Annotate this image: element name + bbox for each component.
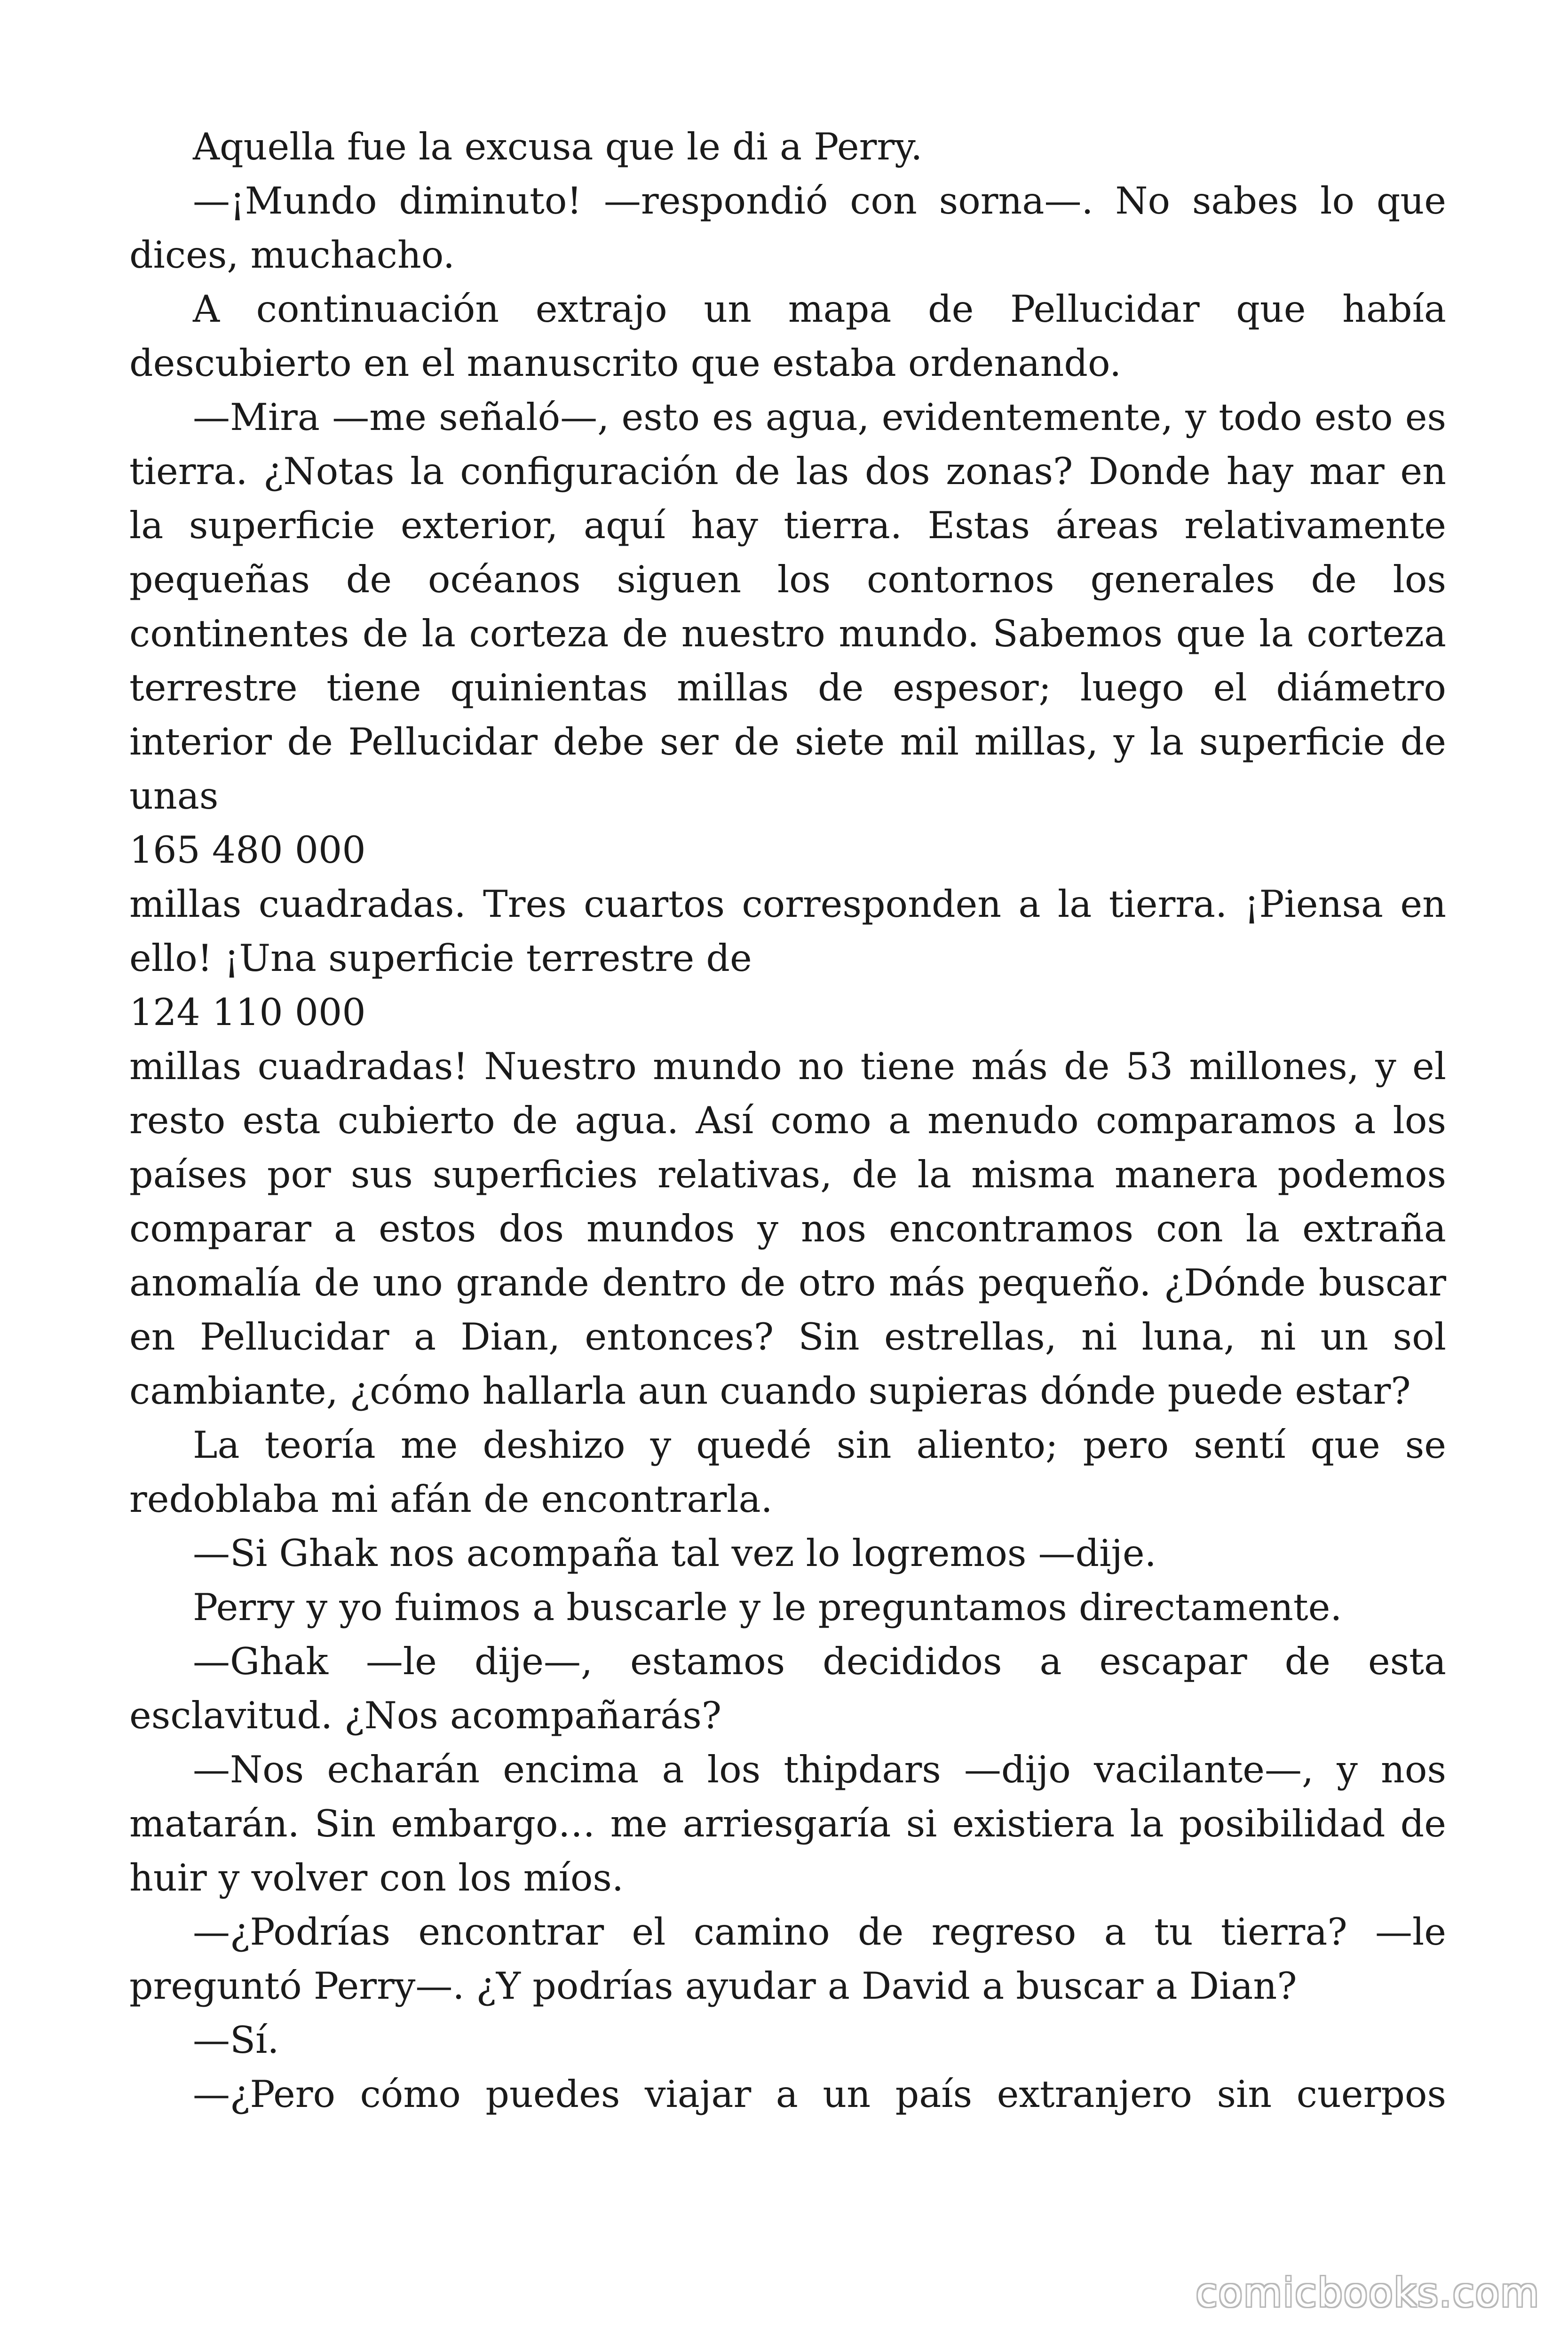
book-page — [129, 120, 1446, 2122]
number-line: 165 480 000 — [129, 828, 366, 872]
paragraph: Perry y yo fuimos a buscarle y le preguntamos directamente. — [193, 1586, 1342, 1629]
paragraph: millas cuadradas. Tres cuartos corresponden a la tierra. ¡Piensa en ello! ¡Una superficie terrestre de — [129, 882, 1446, 980]
paragraph: Aquella fue la excusa que le di a Perry. — [193, 125, 923, 168]
paragraph: —Nos echarán encima a los thipdars —dijo vacilante—, y nos matarán. Sin embargo… me arriesgaría si existiera la posibilidad de huir y volver con los míos. — [129, 1748, 1446, 1899]
paragraph: —Si Ghak nos acompaña tal vez lo logremos —dije. — [193, 1532, 1156, 1575]
paragraph: —Ghak —le dije—, estamos decididos a escapar de esta esclavitud. ¿Nos acompañarás? — [129, 1640, 1446, 1737]
paragraph: —Sí. — [193, 2018, 279, 2062]
paragraph: millas cuadradas! Nuestro mundo no tiene más de 53 millones, y el resto esta cubierto de agua. Así como a menudo comparamos a los países por sus superficies relativas, de la misma manera podemos comparar a estos dos mundos y nos encontramos con la extraña anomalía de uno grande dentro de otro más pequeño. ¿Dónde buscar en Pellucidar a Dian, entonces? Sin estrellas, ni luna, ni un sol cambiante, ¿cómo hallarla aun cuando supieras dónde puede estar? — [129, 1045, 1446, 1413]
paragraph: —¿Pero cómo puedes viajar a un país extranjero sin cuerpos — [193, 2073, 1446, 2116]
paragraph: —Mira —me señaló—, esto es agua, evidentemente, y todo esto es tierra. ¿Notas la configuración de las dos zonas? Donde hay mar en la superficie exterior, aquí hay tierra. Estas áreas relativamente pequeñas de océanos siguen los contornos generales de los continentes de la corteza de nuestro mundo. Sabemos que la corteza terrestre tiene quinientas millas de espesor; luego el diámetro interior de Pellucidar debe ser de siete mil millas, y la superficie de unas — [129, 396, 1446, 818]
paragraph: La teoría me deshizo y quedé sin aliento; pero sentí que se redoblaba mi afán de encontrarla. — [129, 1423, 1446, 1521]
paragraph: —¿Podrías encontrar el camino de regreso a tu tierra? —le preguntó Perry—. ¿Y podrías ayudar a David a buscar a Dian? — [129, 1910, 1446, 2008]
number-line: 124 110 000 — [129, 991, 366, 1034]
paragraph: —¡Mundo diminuto! —respondió con sorna—. No sabes lo que dices, muchacho. — [129, 179, 1446, 277]
watermark: comicbooks.com — [1196, 2270, 1540, 2316]
paragraph: A continuación extrajo un mapa de Pellucidar que había descubierto en el manuscrito que estaba ordenando. — [129, 287, 1446, 385]
